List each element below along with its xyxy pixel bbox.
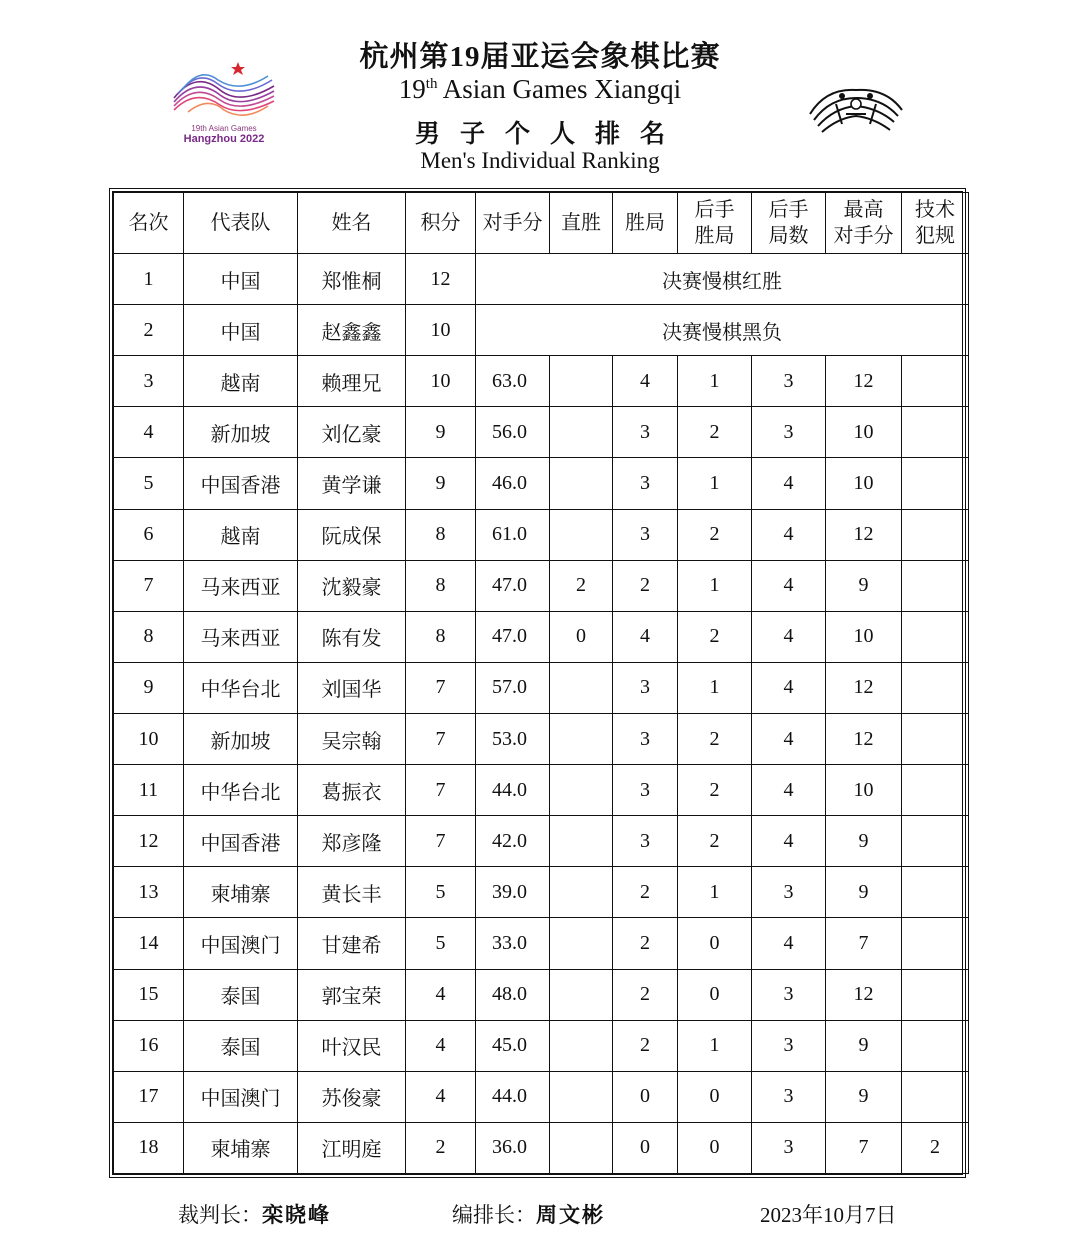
column-header-line1: 姓名: [331, 212, 372, 234]
max-opponent-cell: 9: [826, 816, 902, 867]
black-wins-cell: 0: [678, 918, 752, 969]
column-header: [752, 193, 826, 254]
points-cell: 10: [406, 356, 476, 407]
direct-win-cell: 2: [550, 560, 613, 611]
column-header: [826, 193, 902, 254]
black-games-cell: 4: [752, 765, 826, 816]
opponent-score-cell: 44.0: [476, 765, 550, 816]
column-header: [114, 193, 184, 254]
direct-win-cell: [550, 1020, 613, 1071]
final-result-note: 决赛慢棋红胜: [476, 254, 969, 305]
rank-cell: 9: [114, 662, 184, 713]
max-opponent-cell: 9: [826, 560, 902, 611]
title-en-sup: th: [425, 76, 438, 92]
technical-foul-cell: [902, 458, 969, 509]
table-row: [114, 509, 969, 560]
points-cell: 9: [406, 458, 476, 509]
name-cell: 江明庭: [298, 1122, 406, 1173]
chief-referee-name: 栾晓峰: [262, 1203, 331, 1227]
technical-foul-cell: [902, 1071, 969, 1122]
black-wins-cell: 2: [678, 509, 752, 560]
team-cell: 越南: [184, 356, 298, 407]
rank-cell: 18: [114, 1122, 184, 1173]
table-row: [114, 969, 969, 1020]
wins-cell: 2: [613, 1020, 678, 1071]
black-wins-cell: 1: [678, 867, 752, 918]
black-games-cell: 3: [752, 1071, 826, 1122]
technical-foul-cell: [902, 611, 969, 662]
team-cell: 柬埔寨: [184, 867, 298, 918]
column-header-line1: 代表队: [210, 212, 271, 234]
rank-cell: 17: [114, 1071, 184, 1122]
name-cell: 叶汉民: [298, 1020, 406, 1071]
black-wins-cell: 2: [678, 611, 752, 662]
table-row: [114, 305, 969, 356]
black-games-cell: 3: [752, 1122, 826, 1173]
black-wins-cell: 0: [678, 1071, 752, 1122]
column-header: [613, 193, 678, 254]
name-cell: 郑惟桐: [298, 254, 406, 305]
scheduler-label: 编排长：: [452, 1203, 536, 1227]
direct-win-cell: [550, 867, 613, 918]
black-games-cell: 4: [752, 509, 826, 560]
direct-win-cell: [550, 918, 613, 969]
title-en-suffix: Asian Games Xiangqi: [437, 74, 682, 104]
max-opponent-cell: 10: [826, 611, 902, 662]
opponent-score-cell: 57.0: [476, 662, 550, 713]
table-row: [114, 356, 969, 407]
document-header: [0, 0, 1080, 188]
points-cell: 7: [406, 816, 476, 867]
technical-foul-cell: [902, 407, 969, 458]
column-header-line2: 犯规: [915, 225, 955, 247]
team-cell: 柬埔寨: [184, 1122, 298, 1173]
scheduler: [452, 1199, 605, 1229]
max-opponent-cell: 10: [826, 765, 902, 816]
column-header-line1: 直胜: [561, 212, 601, 234]
opponent-score-cell: 53.0: [476, 713, 550, 764]
team-cell: 泰国: [184, 969, 298, 1020]
rank-cell: 15: [114, 969, 184, 1020]
table-row: [114, 1020, 969, 1071]
points-cell: 8: [406, 509, 476, 560]
points-cell: 10: [406, 305, 476, 356]
black-wins-cell: 0: [678, 1122, 752, 1173]
direct-win-cell: [550, 816, 613, 867]
subtitle-chinese: 男子个人排名: [414, 121, 685, 148]
black-games-cell: 3: [752, 407, 826, 458]
max-opponent-cell: 7: [826, 918, 902, 969]
points-cell: 8: [406, 560, 476, 611]
wins-cell: 2: [613, 918, 678, 969]
opponent-score-cell: 61.0: [476, 509, 550, 560]
black-wins-cell: 0: [678, 969, 752, 1020]
black-wins-cell: 2: [678, 765, 752, 816]
column-header: [406, 193, 476, 254]
black-games-cell: 4: [752, 918, 826, 969]
max-opponent-cell: 9: [826, 1020, 902, 1071]
column-header: [298, 193, 406, 254]
technical-foul-cell: 2: [902, 1122, 969, 1173]
rank-cell: 6: [114, 509, 184, 560]
team-cell: 新加坡: [184, 713, 298, 764]
column-header-line2: 胜局: [694, 225, 735, 247]
rank-cell: 13: [114, 867, 184, 918]
table-row: [114, 816, 969, 867]
technical-foul-cell: [902, 356, 969, 407]
black-games-cell: 4: [752, 458, 826, 509]
title-en-prefix: 19: [398, 74, 426, 104]
technical-foul-cell: [902, 969, 969, 1020]
rank-cell: 12: [114, 816, 184, 867]
black-games-cell: 4: [752, 611, 826, 662]
scheduler-name: 周文彬: [536, 1203, 605, 1227]
column-header-line1: 后手: [768, 199, 809, 221]
name-cell: 刘亿豪: [298, 407, 406, 458]
points-cell: 5: [406, 918, 476, 969]
black-games-cell: 3: [752, 969, 826, 1020]
direct-win-cell: [550, 356, 613, 407]
rank-cell: 8: [114, 611, 184, 662]
points-cell: 4: [406, 1071, 476, 1122]
chief-referee-label: 裁判长：: [178, 1203, 262, 1227]
opponent-score-cell: 45.0: [476, 1020, 550, 1071]
final-result-note: 决赛慢棋黑负: [476, 305, 969, 356]
name-cell: 葛振衣: [298, 765, 406, 816]
rank-cell: 14: [114, 918, 184, 969]
points-cell: 2: [406, 1122, 476, 1173]
wins-cell: 0: [613, 1071, 678, 1122]
column-header-line1: 胜局: [625, 212, 665, 234]
name-cell: 阮成保: [298, 509, 406, 560]
technical-foul-cell: [902, 1020, 969, 1071]
rank-cell: 11: [114, 765, 184, 816]
black-wins-cell: 2: [678, 407, 752, 458]
direct-win-cell: [550, 662, 613, 713]
ranking-table-frame: [109, 188, 966, 1178]
column-header-line1: 积分: [420, 212, 461, 234]
black-wins-cell: 1: [678, 662, 752, 713]
column-header: [902, 193, 969, 254]
wins-cell: 3: [613, 662, 678, 713]
max-opponent-cell: 10: [826, 407, 902, 458]
table-row: [114, 713, 969, 764]
column-header-line2: 局数: [768, 225, 809, 247]
table-row: [114, 918, 969, 969]
column-header-line1: 名次: [128, 212, 169, 234]
team-cell: 越南: [184, 509, 298, 560]
name-cell: 甘建希: [298, 918, 406, 969]
table-row: [114, 407, 969, 458]
team-cell: 新加坡: [184, 407, 298, 458]
table-row: [114, 1071, 969, 1122]
black-wins-cell: 1: [678, 560, 752, 611]
opponent-score-cell: 47.0: [476, 560, 550, 611]
points-cell: 5: [406, 867, 476, 918]
direct-win-cell: [550, 458, 613, 509]
wins-cell: 0: [613, 1122, 678, 1173]
team-cell: 中国香港: [184, 458, 298, 509]
team-cell: 泰国: [184, 1020, 298, 1071]
opponent-score-cell: 63.0: [476, 356, 550, 407]
points-cell: 12: [406, 254, 476, 305]
black-games-cell: 4: [752, 713, 826, 764]
technical-foul-cell: [902, 867, 969, 918]
wins-cell: 3: [613, 765, 678, 816]
wins-cell: 2: [613, 969, 678, 1020]
rank-cell: 3: [114, 356, 184, 407]
rank-cell: 4: [114, 407, 184, 458]
points-cell: 4: [406, 1020, 476, 1071]
document-date: 2023年10月7日: [760, 1203, 897, 1227]
logo-caption-line1: 19th Asian Games: [191, 124, 257, 133]
column-header-line1: 后手: [694, 199, 735, 221]
direct-win-cell: [550, 969, 613, 1020]
points-cell: 7: [406, 765, 476, 816]
max-opponent-cell: 12: [826, 509, 902, 560]
opponent-score-cell: 39.0: [476, 867, 550, 918]
max-opponent-cell: 12: [826, 969, 902, 1020]
name-cell: 刘国华: [298, 662, 406, 713]
subtitle-english: Men's Individual Ranking: [420, 148, 660, 173]
direct-win-cell: [550, 509, 613, 560]
black-games-cell: 4: [752, 816, 826, 867]
name-cell: 沈毅豪: [298, 560, 406, 611]
wins-cell: 2: [613, 867, 678, 918]
team-cell: 中国: [184, 254, 298, 305]
wins-cell: 3: [613, 407, 678, 458]
technical-foul-cell: [902, 918, 969, 969]
column-header-line1: 最高: [843, 199, 884, 221]
title-chinese: 杭州第19届亚运会象棋比赛: [359, 41, 721, 73]
black-games-cell: 4: [752, 662, 826, 713]
rank-cell: 7: [114, 560, 184, 611]
direct-win-cell: [550, 713, 613, 764]
max-opponent-cell: 10: [826, 458, 902, 509]
ranking-table: [113, 192, 969, 1174]
rank-cell: 2: [114, 305, 184, 356]
direct-win-cell: 0: [550, 611, 613, 662]
wins-cell: 3: [613, 816, 678, 867]
table-row: [114, 254, 969, 305]
opponent-score-cell: 36.0: [476, 1122, 550, 1173]
black-games-cell: 3: [752, 867, 826, 918]
max-opponent-cell: 9: [826, 867, 902, 918]
name-cell: 郭宝荣: [298, 969, 406, 1020]
table-row: [114, 765, 969, 816]
opponent-score-cell: 56.0: [476, 407, 550, 458]
technical-foul-cell: [902, 560, 969, 611]
max-opponent-cell: 12: [826, 662, 902, 713]
table-body: [114, 254, 969, 1174]
wins-cell: 4: [613, 356, 678, 407]
black-games-cell: 4: [752, 560, 826, 611]
column-header-line1: 对手分: [482, 212, 543, 234]
direct-win-cell: [550, 1071, 613, 1122]
black-wins-cell: 1: [678, 1020, 752, 1071]
points-cell: 9: [406, 407, 476, 458]
team-cell: 中国澳门: [184, 918, 298, 969]
wins-cell: 2: [613, 560, 678, 611]
max-opponent-cell: 9: [826, 1071, 902, 1122]
black-wins-cell: 1: [678, 458, 752, 509]
team-cell: 中国澳门: [184, 1071, 298, 1122]
points-cell: 7: [406, 713, 476, 764]
table-row: [114, 560, 969, 611]
max-opponent-cell: 12: [826, 713, 902, 764]
opponent-score-cell: 48.0: [476, 969, 550, 1020]
wins-cell: 3: [613, 458, 678, 509]
opponent-score-cell: 33.0: [476, 918, 550, 969]
column-header: [476, 193, 550, 254]
technical-foul-cell: [902, 713, 969, 764]
technical-foul-cell: [902, 662, 969, 713]
opponent-score-cell: 44.0: [476, 1071, 550, 1122]
column-header: [550, 193, 613, 254]
points-cell: 4: [406, 969, 476, 1020]
rank-cell: 10: [114, 713, 184, 764]
name-cell: 黄学谦: [298, 458, 406, 509]
team-cell: 马来西亚: [184, 560, 298, 611]
rank-cell: 5: [114, 458, 184, 509]
technical-foul-cell: [902, 765, 969, 816]
team-cell: 马来西亚: [184, 611, 298, 662]
wins-cell: 3: [613, 509, 678, 560]
name-cell: 苏俊豪: [298, 1071, 406, 1122]
team-cell: 中华台北: [184, 662, 298, 713]
black-wins-cell: 2: [678, 816, 752, 867]
team-cell: 中国: [184, 305, 298, 356]
points-cell: 8: [406, 611, 476, 662]
black-wins-cell: 1: [678, 356, 752, 407]
title-english: [0, 74, 1080, 105]
direct-win-cell: [550, 407, 613, 458]
column-header: [184, 193, 298, 254]
document-footer: [0, 1195, 1080, 1235]
table-row: [114, 611, 969, 662]
table-row: [114, 1122, 969, 1173]
column-header-line1: 技术: [915, 199, 955, 221]
table-header-row: [114, 193, 969, 254]
table-row: [114, 458, 969, 509]
column-header: [678, 193, 752, 254]
name-cell: 赖理兄: [298, 356, 406, 407]
direct-win-cell: [550, 765, 613, 816]
technical-foul-cell: [902, 816, 969, 867]
rank-cell: 1: [114, 254, 184, 305]
chief-referee: [178, 1199, 331, 1229]
wins-cell: 4: [613, 611, 678, 662]
name-cell: 郑彦隆: [298, 816, 406, 867]
team-cell: 中华台北: [184, 765, 298, 816]
black-games-cell: 3: [752, 356, 826, 407]
direct-win-cell: [550, 1122, 613, 1173]
name-cell: 吴宗翰: [298, 713, 406, 764]
wins-cell: 3: [613, 713, 678, 764]
black-games-cell: 3: [752, 1020, 826, 1071]
opponent-score-cell: 42.0: [476, 816, 550, 867]
name-cell: 陈有发: [298, 611, 406, 662]
column-header-line2: 对手分: [833, 225, 894, 247]
opponent-score-cell: 46.0: [476, 458, 550, 509]
team-cell: 中国香港: [184, 816, 298, 867]
table-row: [114, 867, 969, 918]
table-row: [114, 662, 969, 713]
name-cell: 黄长丰: [298, 867, 406, 918]
opponent-score-cell: 47.0: [476, 611, 550, 662]
points-cell: 7: [406, 662, 476, 713]
black-wins-cell: 2: [678, 713, 752, 764]
max-opponent-cell: 12: [826, 356, 902, 407]
logo-caption-line2: Hangzhou 2022: [183, 133, 265, 145]
technical-foul-cell: [902, 509, 969, 560]
max-opponent-cell: 7: [826, 1122, 902, 1173]
name-cell: 赵鑫鑫: [298, 305, 406, 356]
xiangqi-pictogram-icon: [806, 84, 906, 136]
rank-cell: 16: [114, 1020, 184, 1071]
